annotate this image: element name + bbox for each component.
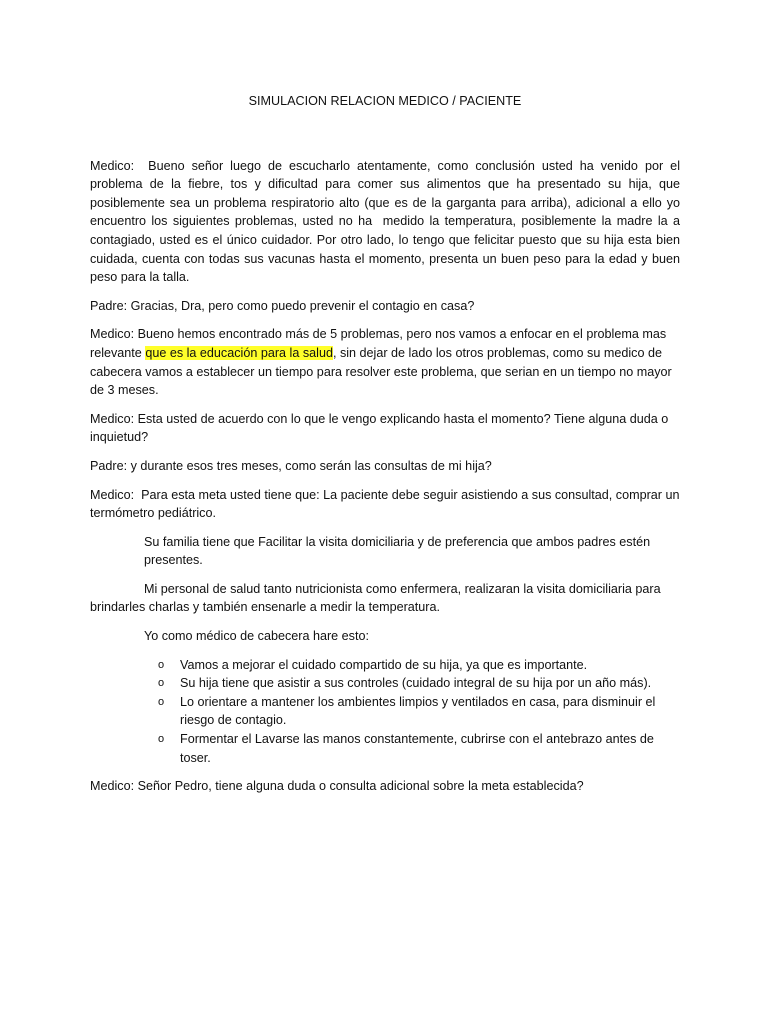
paragraph-text: Medico: Bueno hemos encontrado más de 5 problemas, pero nos vamos a enfocar en el problema mas relevante (90, 327, 667, 360)
bullet-marker: o (158, 658, 165, 671)
list-item: o Su hija tiene que asistir a sus controles (cuidado integral de su hija por un año más). (158, 674, 680, 693)
highlighted-text: que es la educación para la salud (145, 345, 333, 360)
bullet-marker: o (158, 733, 165, 746)
paragraph-text: , sin dejar de lado los otros problemas, como su medico de cabecera vamos a establecer un tiempo para resolver este problema, que serian en un tiempo no mayor de 3 meses. (90, 345, 672, 398)
paragraph-padre-consultas: Padre: y durante esos tres meses, como serán las consultas de mi hija? (90, 458, 492, 473)
paragraph-medico-agreement: Medico: Esta usted de acuerdo con lo que le vengo explicando hasta el momento? Tiene alguna duda o inquietud? (90, 411, 669, 445)
paragraph-familia: Su familia tiene que Facilitar la visita domiciliaria y de preferencia que ambos padres estén presentes. (144, 534, 651, 568)
paragraph-medico-meta (90, 486, 683, 523)
paragraph-medico-problems (90, 325, 680, 399)
list-item: o Vamos a mejorar el cuidado compartido de su hija, ya que es importante. (158, 656, 680, 675)
document-title: SIMULACION RELACION MEDICO / PACIENTE (248, 94, 522, 108)
paragraph-medico-closing: Medico: Señor Pedro, tiene alguna duda o consulta adicional sobre la meta establecida? (90, 779, 584, 794)
bullet-marker: o (158, 695, 165, 708)
list-item: o Lo orientare a mantener los ambientes limpios y ventilados en casa, para disminuir el riesgo de contagio. (158, 694, 656, 728)
action-list (90, 656, 680, 768)
paragraph-medico-cabecera: Yo como médico de cabecera hare esto: (144, 629, 369, 644)
list-item: o Formentar el Lavarse las manos constantemente, cubrirse con el antebrazo antes de toser. (158, 732, 654, 765)
paragraph-personal-salud: Mi personal de salud tanto nutricionista como enfermera, realizaran la visita domiciliaria para brindarles charlas y también ensenarle a medir la temperatura. (90, 581, 661, 615)
bullet-marker: o (158, 677, 165, 690)
paragraph-medico-conclusion (90, 157, 684, 287)
speaker-label: Medico: (90, 158, 135, 173)
paragraph-padre-question: Padre: Gracias, Dra, pero como puedo prevenir el contagio en casa? (90, 298, 475, 313)
paragraph-text: Para esta meta usted tiene que: La paciente debe seguir asistiendo a sus consultad, comprar un termómetro pediátrico. (90, 487, 683, 521)
paragraph-text: Bueno señor luego de escucharlo atentamente, como conclusión usted ha venido por el problema de la fiebre, tos y dificultad para comer sus alimentos que ha presentado su hija, que posiblemente sea un problema respiratorio alto (que es de la garganta para arriba), adicional a ello yo encuentro los siguientes problemas, usted no ha medido la temperatura, posiblemente la madre la a contagiado, usted es el único cuidador. Por otro lado, lo tengo que felicitar puesto que su hija esta bien cuidada, cuenta con todas sus vacunas hasta el momento, presenta un buen peso para la edad y buen peso para la talla. (90, 158, 684, 285)
speaker-label: Medico: (90, 487, 138, 502)
